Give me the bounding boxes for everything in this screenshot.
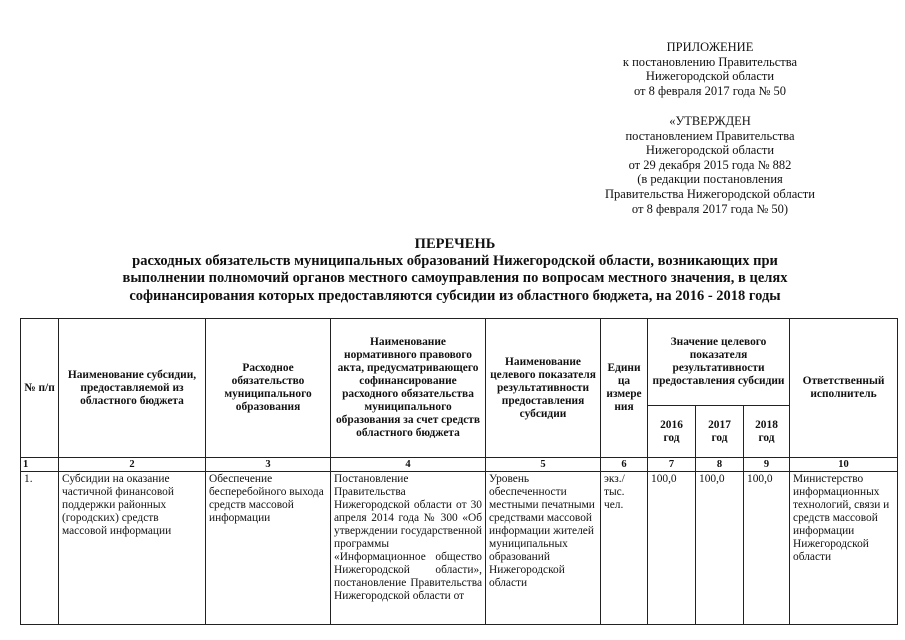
title-line: софинансирования которых предоставляются субсидии из областного бюджета, на 2016 - 2018 годы [129, 287, 781, 304]
approval-line: Нижегородской области [645, 143, 775, 158]
cell-obligation: Обеспечение бесперебойного выхода средств массовой информации [206, 472, 331, 625]
approval-line: от 29 декабря 2015 года № 882 [628, 157, 792, 172]
table-row [21, 472, 898, 625]
column-number: 6 [601, 458, 648, 472]
cell-act: Постановление Правительства Нижегородской области от 30 апреля 2014 года № 300 «Об утверждении государственной программы «Информационное общество Нижегородской области», постановление Правительства Нижегородской области от [331, 472, 486, 625]
cell-num: 1. [21, 472, 59, 625]
cell-value-2018: 100,0 [744, 472, 790, 625]
column-number: 4 [331, 458, 486, 472]
appendix-line: Нижегородской области [645, 69, 775, 84]
appendix-line: ПРИЛОЖЕНИЕ [666, 40, 754, 54]
header-indicator: Наименование целевого показателя результативности предоставления субсидии [486, 319, 601, 458]
header-unit: Едини ца измере ния [601, 319, 648, 458]
header-year-2016: 2016 год [648, 406, 696, 458]
cell-indicator: Уровень обеспеченности местными печатными средствами массовой информации жителей муниципальных образований Нижегородской области [486, 472, 601, 625]
column-number-row [21, 458, 898, 472]
approval-block [585, 114, 835, 216]
obligations-table [20, 318, 898, 625]
column-number: 10 [790, 458, 898, 472]
header-act: Наименование нормативного правового акта, предусматривающего софинансирование расходного обязательства муниципального образования за счет средств областного бюджета [331, 319, 486, 458]
column-number: 9 [744, 458, 790, 472]
header-year-2018: 2018 год [744, 406, 790, 458]
appendix-line: от 8 февраля 2017 года № 50 [633, 83, 787, 98]
title-line: выполнении полномочий органов местного самоуправления по вопросам местного значения, в целях [122, 270, 788, 287]
approval-line: Правительства Нижегородской области [605, 186, 815, 201]
header-executor: Ответственный исполнитель [790, 319, 898, 458]
header-num: № п/п [21, 319, 59, 458]
header-obligation: Расходное обязательство муниципального образования [206, 319, 331, 458]
approval-line: «УТВЕРЖДЕН [669, 114, 751, 128]
column-number: 3 [206, 458, 331, 472]
column-number: 2 [59, 458, 206, 472]
header-year-2017: 2017 год [696, 406, 744, 458]
column-number: 8 [696, 458, 744, 472]
document-title [60, 236, 850, 305]
title-heading: ПЕРЕЧЕНЬ [414, 236, 496, 252]
approval-line: от 8 февраля 2017 года № 50) [631, 201, 789, 216]
cell-unit: экз./ тыс. чел. [601, 472, 648, 625]
approval-line: (в редакции постановления [637, 172, 783, 187]
approval-line: постановлением Правительства [625, 128, 795, 143]
cell-value-2016: 100,0 [648, 472, 696, 625]
cell-executor: Министерство информационных технологий, связи и средств массовой информации Нижегородской области [790, 472, 898, 625]
appendix-block [590, 40, 830, 98]
column-number: 1 [21, 458, 59, 472]
header-subsidy: Наименование субсидии, предоставляемой из областного бюджета [59, 319, 206, 458]
table-header-row [21, 319, 898, 406]
column-number: 7 [648, 458, 696, 472]
appendix-line: к постановлению Правительства [622, 54, 798, 69]
cell-value-2017: 100,0 [696, 472, 744, 625]
header-value-group: Значение целевого показателя результативности предоставления субсидии [648, 319, 790, 406]
title-line: расходных обязательств муниципальных образований Нижегородской области, возникающих при [132, 253, 778, 270]
cell-subsidy: Субсидии на оказание частичной финансовой поддержки районных (городских) средств массовой информации [59, 472, 206, 625]
column-number: 5 [486, 458, 601, 472]
